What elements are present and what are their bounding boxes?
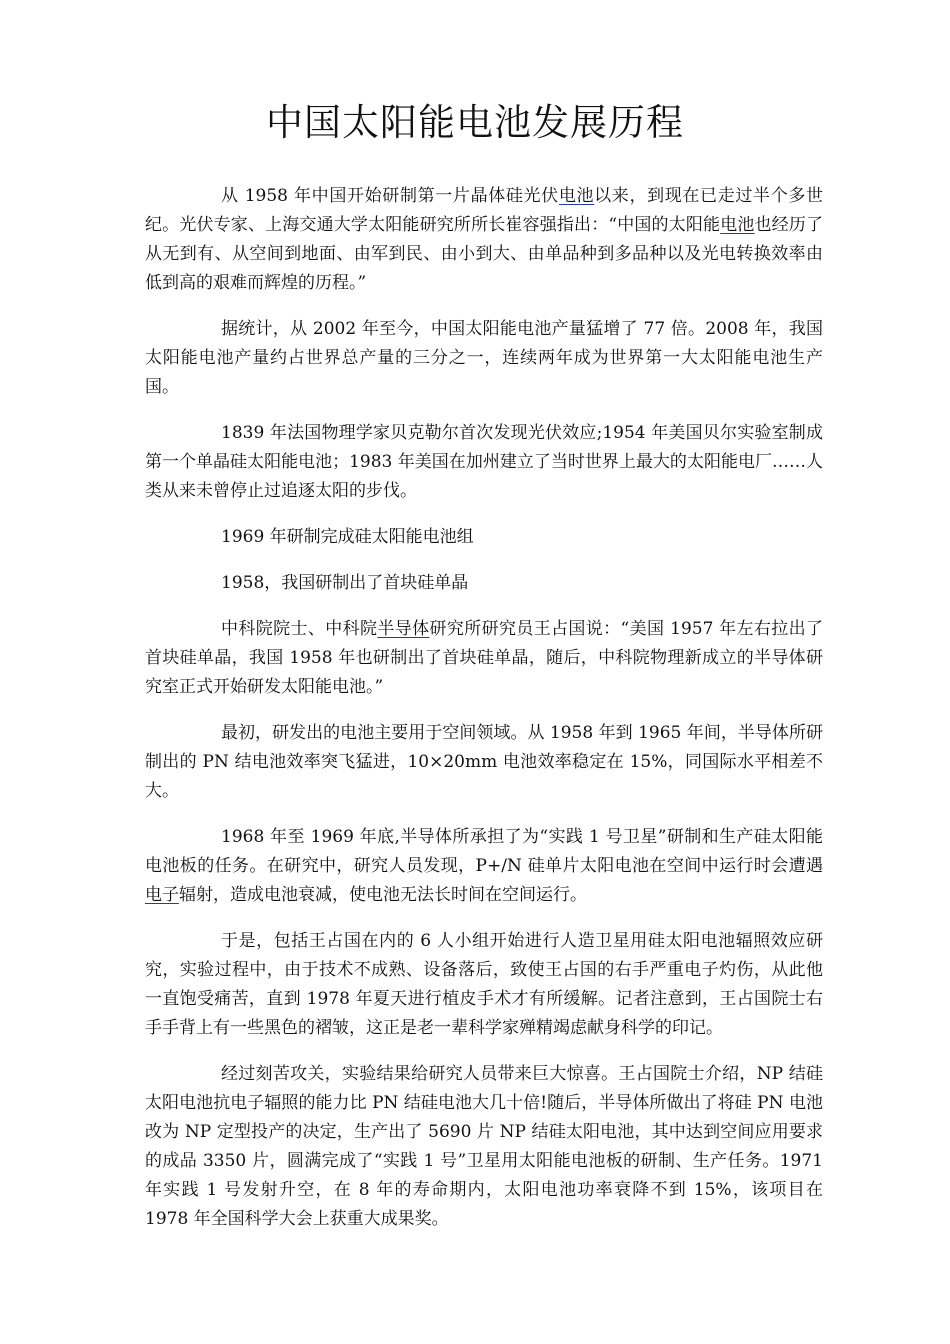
paragraph-1-text-b: 以来，到现在已走过半个多世纪。光伏专家、上海交通大学太阳能研究所所长崔容强指出：“中国的太阳能 [145,186,824,235]
paragraph-1-text-c: 也经历了从无到有、从空间到地面、由军到民、由小到大、由单品种到多品种以及光电转换效率由低到高的艰难而辉煌的历程。” [145,215,823,293]
document-title: 中国太阳能电池发展历程 [266,101,684,144]
link-battery-2[interactable]: 电池 [720,215,755,235]
paragraph-8-text-a: 1968 年至 1969 年底,半导体所承担了为“实践 1 号卫星”研制和生产硅太阳能电池板的任务。在研究中，研究人员发现，P+/N 硅单片太阳电池在空间中运行时会遭遇 [145,827,823,876]
document-body [145,182,823,1251]
link-electron[interactable]: 电子 [145,885,179,905]
paragraph-8-text-b: 辐射，造成电池衰减，使电池无法长时间在空间运行。 [179,885,587,905]
paragraph-2: 据统计，从 2002 年至今，中国太阳能电池产量猛增了 77 倍。2008 年，我国太阳能电池产量约占世界总产量的三分之一，连续两年成为世界第一大太阳能电池生产国。 [145,319,823,397]
paragraph-4-heading: 1969 年研制完成硅太阳能电池组 [221,527,474,547]
paragraph-5-heading: 1958，我国研制出了首块硅单晶 [221,573,469,593]
paragraph-9: 于是，包括王占国在内的 6 人小组开始进行人造卫星用硅太阳电池辐照效应研究，实验过程中，由于技术不成熟、设备落后，致使王占国的右手严重电子灼伤，从此他一直饱受痛苦，直到 1978 年夏天进行植皮手术才有所缓解。记者注意到，王占国院士右手手背上有一些黑色的褶皱，这正是老一辈科学家殚精竭虑献身科学的印记。 [145,931,823,1038]
paragraph-8 [145,823,823,910]
link-battery-1[interactable]: 电池 [558,186,595,206]
link-semiconductor[interactable]: 半导体 [377,619,430,639]
paragraph-3: 1839 年法国物理学家贝克勒尔首次发现光伏效应;1954 年美国贝尔实验室制成第一个单晶硅太阳能电池；1983 年美国在加州建立了当时世界上最大的太阳能电厂……人类从来未曾停止过追逐太阳的步伐。 [145,423,823,501]
paragraph-6-text-b: 研究所研究员王占国说：“美国 1957 年左右拉出了首块硅单晶，我国 1958 年也研制出了首块硅单晶，随后，中科院物理新成立的半导体研究室正式开始研发太阳能电池。” [145,619,824,697]
paragraph-1-text-a: 从 1958 年中国开始研制第一片晶体硅光伏 [221,186,559,206]
paragraph-6-text-a: 中科院院士、中科院 [221,619,378,639]
paragraph-7: 最初，研发出的电池主要用于空间领域。从 1958 年到 1965 年间，半导体所研制出的 PN 结电池效率突飞猛进，10×20mm 电池效率稳定在 15%，同国际水平相差不大。 [145,723,823,801]
paragraph-10: 经过刻苦攻关，实验结果给研究人员带来巨大惊喜。王占国院士介绍，NP 结硅太阳电池抗电子辐照的能力比 PN 结硅电池大几十倍!随后，半导体所做出了将硅 PN 电池改为 NP 定型投产的决定，生产出了 5690 片 NP 结硅太阳电池，其中达到空间应用要求的成品 3350 片，圆满完成了“实践 1 号”卫星用太阳能电池板的研制、生产任务。1971 年实践 1 号发射升空，在 8 年的寿命期内，太阳电池功率衰降不到 15%，该项目在 1978 年全国科学大会上获重大成果奖。 [145,1064,823,1229]
paragraph-1 [145,182,823,298]
paragraph-6 [145,615,823,702]
